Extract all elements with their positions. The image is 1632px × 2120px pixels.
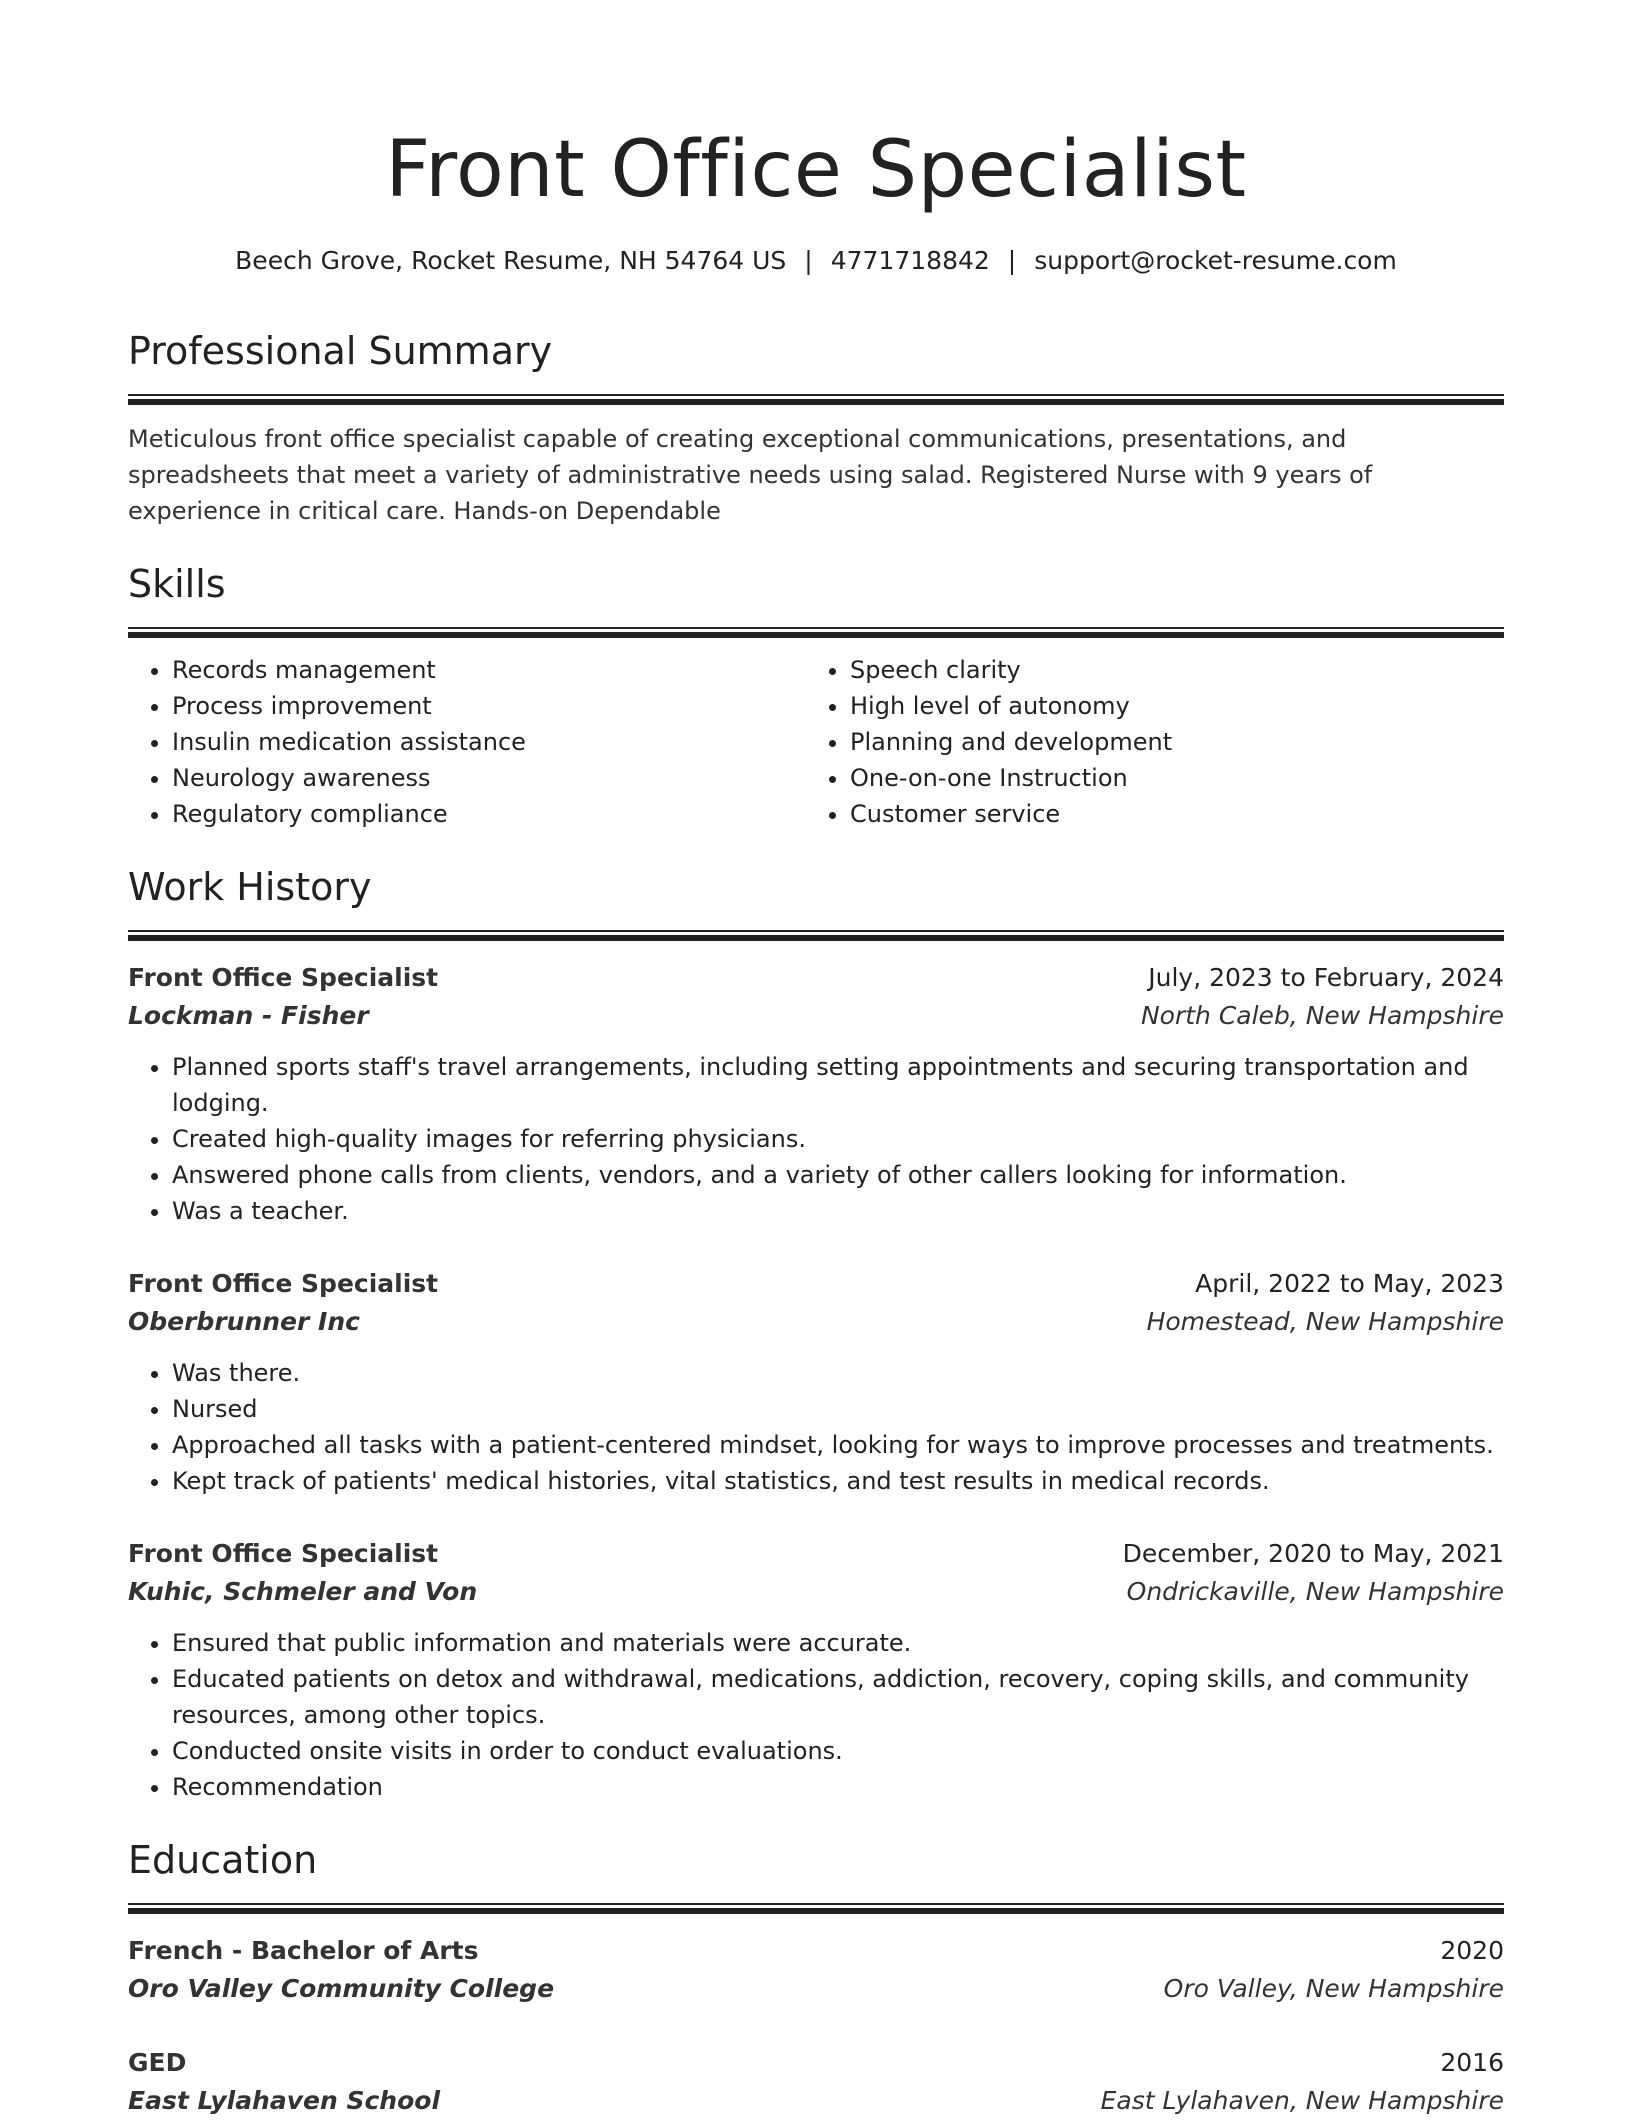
section-heading-skills: Skills (128, 562, 226, 606)
section-heading-summary: Professional Summary (128, 329, 553, 373)
education-location: East Lylahaven, New Hampshire (1100, 2086, 1504, 2115)
skill-item: • Neurology awareness (172, 760, 806, 796)
skill-item: • Planning and development (850, 724, 1484, 760)
job-bullet: • Approached all tasks with a patient-centered mindset, looking for ways to improve processes and treatments. (172, 1427, 1504, 1463)
contact-phone: 4771718842 (830, 246, 990, 275)
job-bullet: • Ensured that public information and materials were accurate. (172, 1625, 1504, 1661)
job-title: Front Office Specialist (128, 963, 439, 992)
job-bullets (128, 1625, 1504, 1805)
skill-item: • High level of autonomy (850, 688, 1484, 724)
job-bullet: • Educated patients on detox and withdrawal, medications, addiction, recovery, coping skills, and community resources, among other topics. (172, 1661, 1504, 1733)
section-divider (128, 1903, 1504, 1914)
job-title: Front Office Specialist (128, 1539, 439, 1568)
skill-item: • Regulatory compliance (172, 796, 806, 832)
job-location: North Caleb, New Hampshire (1140, 1001, 1504, 1030)
contact-separator: | (804, 246, 813, 275)
education-degree: GED (128, 2048, 187, 2077)
job-entry (128, 1535, 1504, 1805)
job-dates: July, 2023 to February, 2024 (1148, 963, 1504, 992)
skills-list-left (128, 652, 806, 832)
education-school: East Lylahaven School (128, 2086, 441, 2115)
skill-item: • Process improvement (172, 688, 806, 724)
skill-item: • Records management (172, 652, 806, 688)
job-bullets (128, 1049, 1504, 1229)
skill-item: • Customer service (850, 796, 1484, 832)
job-bullets (128, 1355, 1504, 1499)
education-year: 2016 (1440, 2048, 1504, 2077)
skills-columns (128, 652, 1504, 832)
section-heading-education: Education (128, 1838, 318, 1882)
job-company: Lockman - Fisher (128, 1001, 369, 1030)
summary-text: Meticulous front office specialist capable of creating exceptional communications, presentations, and spreadsheets that meet a variety of administrative needs using salad. Registered Nurse with 9 years of experience in critical care. Hands-on Dependable (128, 425, 1373, 525)
section-heading-work-history: Work History (128, 865, 372, 909)
job-bullet: • Nursed (172, 1391, 1504, 1427)
job-bullet: • Was a teacher. (172, 1193, 1504, 1229)
job-location: Homestead, New Hampshire (1146, 1307, 1504, 1336)
education-section (128, 1835, 1504, 2120)
education-entry (128, 2044, 1504, 2120)
skills-list-right (806, 652, 1484, 832)
work-history-section (128, 862, 1504, 1805)
skill-item: • One-on-one Instruction (850, 760, 1484, 796)
contact-separator: | (1007, 246, 1017, 275)
job-title: Front Office Specialist (128, 1269, 439, 1298)
job-bullet: • Was there. (172, 1355, 1504, 1391)
section-divider (128, 394, 1504, 405)
job-entry (128, 1265, 1504, 1499)
education-degree: French - Bachelor of Arts (128, 1936, 479, 1965)
job-bullet: • Conducted onsite visits in order to conduct evaluations. (172, 1733, 1504, 1769)
education-year: 2020 (1440, 1936, 1504, 1965)
job-bullet: • Recommendation (172, 1769, 1504, 1805)
education-school: Oro Valley Community College (128, 1974, 555, 2003)
skill-item: • Speech clarity (850, 652, 1484, 688)
job-bullet: • Answered phone calls from clients, vendors, and a variety of other callers looking for information. (172, 1157, 1504, 1193)
job-bullet: • Created high-quality images for referring physicians. (172, 1121, 1504, 1157)
job-bullet: • Kept track of patients' medical histories, vital statistics, and test results in medical records. (172, 1463, 1504, 1499)
resume-page (128, 0, 1504, 2120)
summary-section (128, 326, 1504, 529)
section-divider (128, 627, 1504, 638)
education-location: Oro Valley, New Hampshire (1163, 1974, 1504, 2003)
education-entry (128, 1932, 1504, 2008)
job-dates: April, 2022 to May, 2023 (1195, 1269, 1504, 1298)
contact-address: Beech Grove, Rocket Resume, NH 54764 US (235, 246, 787, 275)
skills-section (128, 559, 1504, 832)
job-company: Oberbrunner Inc (128, 1307, 360, 1336)
job-bullet: • Planned sports staff's travel arrangements, including setting appointments and securing transportation and lodging. (172, 1049, 1504, 1121)
skill-item: • Insulin medication assistance (172, 724, 806, 760)
job-company: Kuhic, Schmeler and Von (128, 1577, 478, 1606)
resume-name: Front Office Specialist (385, 125, 1247, 215)
section-divider (128, 930, 1504, 941)
job-location: Ondrickaville, New Hampshire (1126, 1577, 1504, 1606)
job-dates: December, 2020 to May, 2021 (1122, 1539, 1504, 1568)
job-entry (128, 959, 1504, 1229)
contact-line (128, 244, 1504, 278)
contact-email: support@rocket-resume.com (1034, 246, 1397, 275)
